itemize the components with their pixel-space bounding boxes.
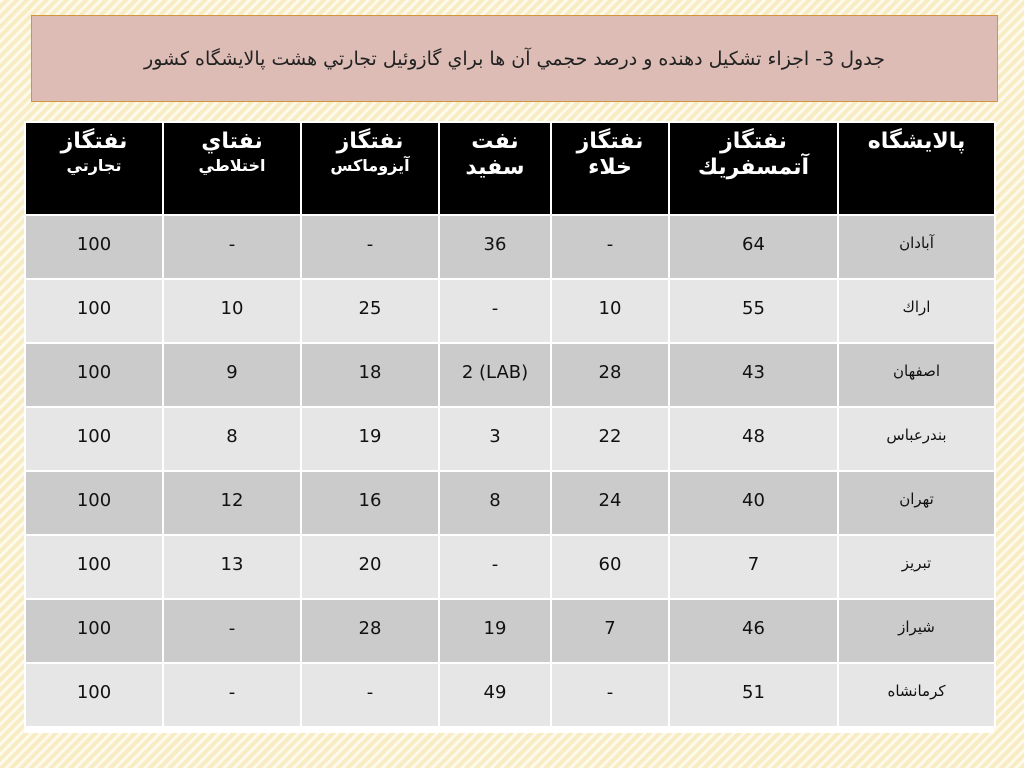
cell-total: 100 — [25, 599, 163, 663]
cell-total: 100 — [25, 471, 163, 535]
cell-vac: 10 — [551, 279, 669, 343]
header-atmospheric-gasoil: نفتگاز آتمسفريك — [669, 122, 838, 215]
header-kerosene: نفت سفيد — [439, 122, 551, 215]
cell-kero: 19 — [439, 599, 551, 663]
cell-blend: - — [163, 663, 301, 727]
slide-title: جدول 3- اجزاء تشكيل دهنده و درصد حجمي آن ها براي گازوئيل تجارتي هشت پالايشگاه كشور — [144, 47, 885, 70]
header-commercial-gasoil: نفتگاز تجارتي — [25, 122, 163, 215]
cell-iso: 18 — [301, 343, 439, 407]
refinery-table-container — [24, 121, 994, 733]
cell-iso: 28 — [301, 599, 439, 663]
cell-atm: 48 — [669, 407, 838, 471]
table-row — [25, 535, 995, 599]
cell-total: 100 — [25, 279, 163, 343]
cell-kero: 3 — [439, 407, 551, 471]
cell-kero: 2 (LAB) — [439, 343, 551, 407]
cell-vac: - — [551, 215, 669, 279]
cell-blend: - — [163, 215, 301, 279]
cell-kero: 8 — [439, 471, 551, 535]
cell-refinery: تهران — [838, 471, 995, 535]
refinery-table — [24, 121, 996, 728]
cell-refinery: تبريز — [838, 535, 995, 599]
cell-refinery: اصفهان — [838, 343, 995, 407]
table-row — [25, 407, 995, 471]
cell-vac: 7 — [551, 599, 669, 663]
cell-total: 100 — [25, 343, 163, 407]
cell-refinery: شيراز — [838, 599, 995, 663]
slide-title-box — [31, 15, 998, 102]
table-row — [25, 279, 995, 343]
cell-refinery: آبادان — [838, 215, 995, 279]
cell-blend: 8 — [163, 407, 301, 471]
header-vacuum-gasoil: نفتگاز خلاء — [551, 122, 669, 215]
table-row — [25, 663, 995, 727]
cell-blend: - — [163, 599, 301, 663]
cell-kero: - — [439, 535, 551, 599]
cell-kero: - — [439, 279, 551, 343]
cell-blend: 13 — [163, 535, 301, 599]
cell-iso: 16 — [301, 471, 439, 535]
header-blending-naphtha: نفتاي اختلاطي — [163, 122, 301, 215]
cell-atm: 55 — [669, 279, 838, 343]
table-row — [25, 599, 995, 663]
cell-total: 100 — [25, 407, 163, 471]
cell-blend: 12 — [163, 471, 301, 535]
cell-atm: 46 — [669, 599, 838, 663]
cell-refinery: اراك — [838, 279, 995, 343]
table-row — [25, 215, 995, 279]
cell-kero: 49 — [439, 663, 551, 727]
cell-total: 100 — [25, 215, 163, 279]
table-row — [25, 343, 995, 407]
cell-iso: 19 — [301, 407, 439, 471]
cell-total: 100 — [25, 535, 163, 599]
cell-vac: 28 — [551, 343, 669, 407]
cell-atm: 7 — [669, 535, 838, 599]
cell-vac: 22 — [551, 407, 669, 471]
cell-refinery: بندرعباس — [838, 407, 995, 471]
cell-atm: 40 — [669, 471, 838, 535]
table-row — [25, 471, 995, 535]
cell-kero: 36 — [439, 215, 551, 279]
header-isomax-gasoil: نفتگاز آيزوماكس — [301, 122, 439, 215]
table-header-row — [25, 122, 995, 215]
cell-iso: - — [301, 663, 439, 727]
header-refinery: پالايشگاه — [838, 122, 995, 215]
cell-iso: 25 — [301, 279, 439, 343]
cell-blend: 10 — [163, 279, 301, 343]
cell-blend: 9 — [163, 343, 301, 407]
cell-iso: 20 — [301, 535, 439, 599]
cell-vac: - — [551, 663, 669, 727]
cell-atm: 43 — [669, 343, 838, 407]
cell-total: 100 — [25, 663, 163, 727]
cell-atm: 51 — [669, 663, 838, 727]
cell-iso: - — [301, 215, 439, 279]
cell-vac: 60 — [551, 535, 669, 599]
cell-vac: 24 — [551, 471, 669, 535]
cell-atm: 64 — [669, 215, 838, 279]
cell-refinery: كرمانشاه — [838, 663, 995, 727]
